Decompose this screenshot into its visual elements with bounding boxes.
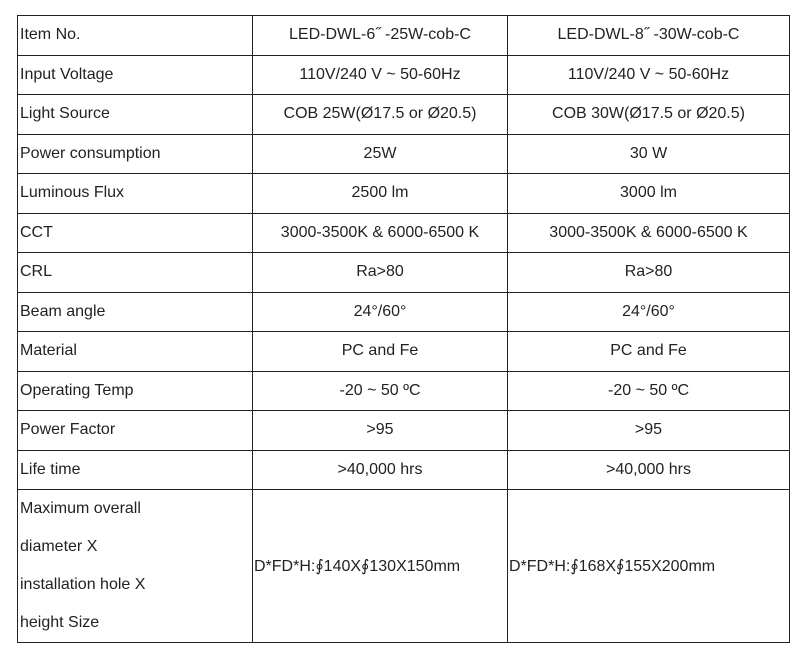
row-label-cell: Item No. [18, 16, 253, 56]
table-row [18, 213, 790, 253]
row-value-cell: PC and Fe [253, 332, 508, 372]
row-value-cell: -20 ~ 50 ºC [508, 371, 790, 411]
row-label-cell: Luminous Flux [18, 174, 253, 214]
table-row [18, 292, 790, 332]
row-value-cell: 110V/240 V ~ 50-60Hz [253, 55, 508, 95]
row-value-cell: LED-DWL-8˝ -30W-cob-C [508, 16, 790, 56]
row-value-cell: 110V/240 V ~ 50-60Hz [508, 55, 790, 95]
row-value-cell: >95 [508, 411, 790, 451]
row-value-cell: 30 W [508, 134, 790, 174]
table-row-size [18, 490, 790, 643]
row-value-cell: COB 25W(Ø17.5 or Ø20.5) [253, 95, 508, 135]
row-value-cell: Ra>80 [253, 253, 508, 293]
size-label-line: installation hole X [20, 576, 146, 593]
table-row [18, 134, 790, 174]
row-value-cell: 25W [253, 134, 508, 174]
table-row [18, 95, 790, 135]
size-value-6inch: D*FD*H:∮140X∮130X150mm [253, 490, 508, 643]
row-value-cell: >95 [253, 411, 508, 451]
size-label-cell [18, 490, 253, 643]
row-label-cell: Power Factor [18, 411, 253, 451]
row-value-cell: COB 30W(Ø17.5 or Ø20.5) [508, 95, 790, 135]
row-label-cell: Life time [18, 450, 253, 490]
table-row [18, 253, 790, 293]
row-label-cell: Material [18, 332, 253, 372]
table-row [18, 332, 790, 372]
table-row [18, 174, 790, 214]
row-label-cell: Light Source [18, 95, 253, 135]
table-row [18, 55, 790, 95]
table-row [18, 411, 790, 451]
row-value-cell: 3000 lm [508, 174, 790, 214]
row-value-cell: LED-DWL-6˝ -25W-cob-C [253, 16, 508, 56]
row-value-cell: 2500 lm [253, 174, 508, 214]
size-label-line: diameter X [20, 538, 98, 555]
row-label-cell: Operating Temp [18, 371, 253, 411]
row-value-cell: -20 ~ 50 ºC [253, 371, 508, 411]
row-value-cell: 3000-3500K & 6000-6500 K [253, 213, 508, 253]
spec-table [17, 15, 790, 643]
row-value-cell: >40,000 hrs [508, 450, 790, 490]
row-label-cell: CRL [18, 253, 253, 293]
size-value-8inch: D*FD*H:∮168X∮155X200mm [508, 490, 790, 643]
spec-table-body [18, 16, 790, 643]
row-value-cell: >40,000 hrs [253, 450, 508, 490]
row-value-cell: PC and Fe [508, 332, 790, 372]
table-row [18, 371, 790, 411]
row-value-cell: Ra>80 [508, 253, 790, 293]
row-value-cell: 3000-3500K & 6000-6500 K [508, 213, 790, 253]
row-label-cell: Beam angle [18, 292, 253, 332]
row-label-cell: Input Voltage [18, 55, 253, 95]
row-value-cell: 24°/60° [253, 292, 508, 332]
table-row [18, 16, 790, 56]
row-value-cell: 24°/60° [508, 292, 790, 332]
row-label-cell: CCT [18, 213, 253, 253]
size-label-line: height Size [20, 614, 100, 631]
table-row [18, 450, 790, 490]
row-label-cell: Power consumption [18, 134, 253, 174]
size-label-line: Maximum overall [20, 500, 141, 517]
